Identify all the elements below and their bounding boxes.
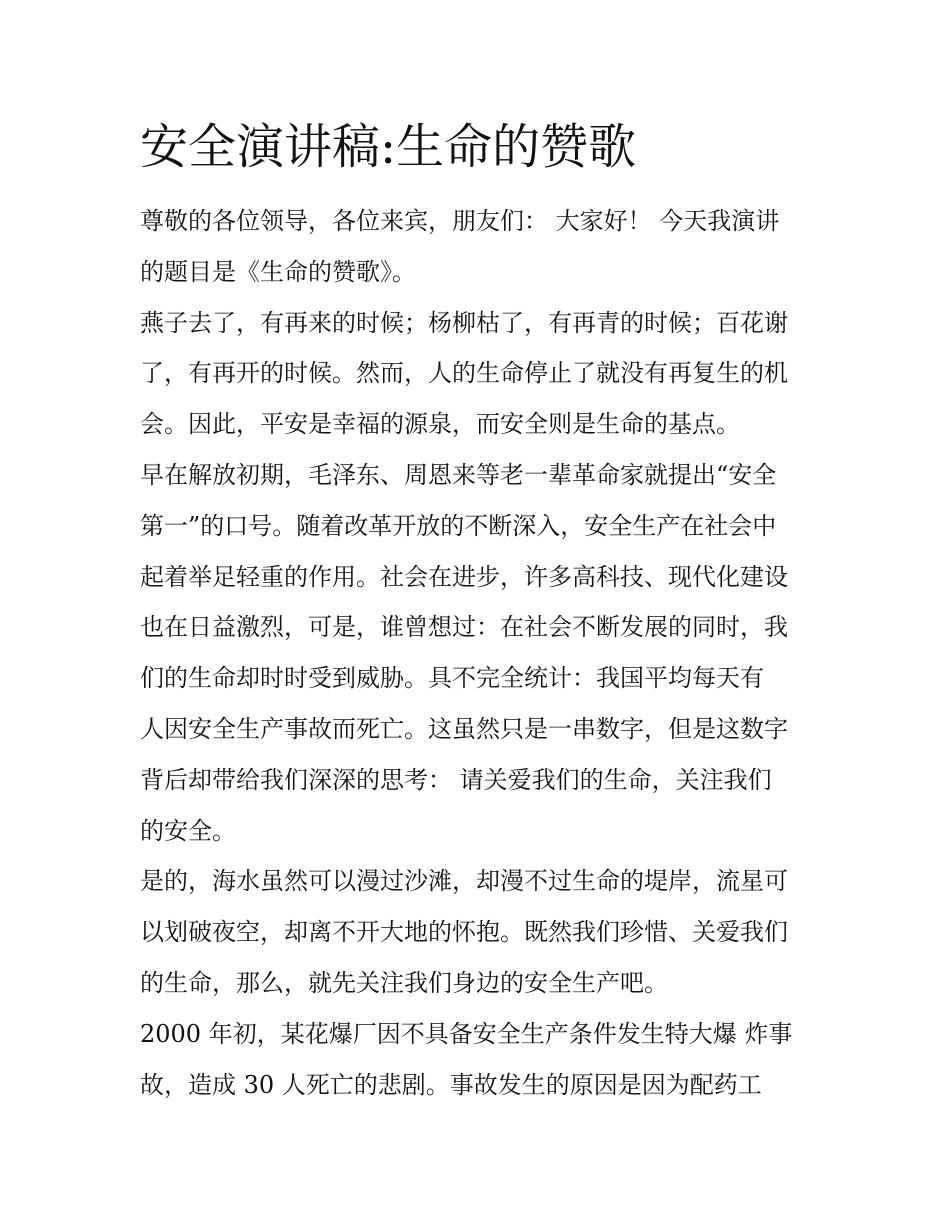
- paragraph-history: [140, 450, 820, 856]
- text-line: 第一”的口号。随着改革开放的不断深入，安全生产在社会中: [140, 511, 777, 540]
- text-line: 以划破夜空，却离不开大地的怀抱。既然我们珍惜、关爱我们: [140, 918, 788, 947]
- text-line: 起着举足轻重的作用。社会在进步，许多高科技、现代化建设: [140, 562, 788, 591]
- paragraph-incident: [140, 1009, 820, 1111]
- text-line: 会。因此，平安是幸福的源泉，而安全则是生命的基点。: [140, 410, 740, 439]
- text-line: 的生命，那么，就先关注我们身边的安全生产吧。: [140, 968, 668, 997]
- text-line: 2000 年初，某花爆厂因不具备安全生产条件发生特大爆 炸事: [140, 1019, 793, 1048]
- text-line: 们的生命却时时受到威胁。具不完全统计：我国平均每天有: [140, 664, 764, 693]
- text-line: 背后却带给我们深深的思考： 请关爱我们的生命，关注我们: [140, 765, 772, 794]
- text-line: 故，造成 30 人死亡的悲剧。事故发生的原因是因为配药工: [140, 1070, 762, 1099]
- text-line: 的题目是《生命的赞歌》。: [140, 257, 416, 286]
- text-line: 燕子去了，有再来的时候；杨柳枯了，有再青的时候；百花谢: [140, 308, 788, 337]
- text-line: 是的，海水虽然可以漫过沙滩，却漫不过生命的堤岸，流星可: [140, 867, 788, 896]
- paragraph-greeting: [140, 196, 820, 298]
- text-line: 了，有再开的时候。然而，人的生命停止了就没有再复生的机: [140, 359, 788, 388]
- text-line: 的安全。: [140, 816, 236, 845]
- text-line: 尊敬的各位领导，各位来宾，朋友们： 大家好！ 今天我演讲: [140, 207, 780, 235]
- document-page: [140, 110, 820, 1110]
- text-line: 也在日益激烈，可是，谁曾想过：在社会不断发展的同时，我: [140, 613, 788, 642]
- paragraph-intro: [140, 298, 820, 450]
- document-title: 安全演讲稿:生命的赞歌: [140, 119, 637, 175]
- paragraph-metaphor: [140, 856, 820, 1008]
- text-line: 人因安全生产事故而死亡。这虽然只是一串数字，但是这数字: [140, 714, 788, 743]
- text-line: 早在解放初期，毛泽东、周恩来等老一辈革命家就提出“安全: [140, 460, 777, 489]
